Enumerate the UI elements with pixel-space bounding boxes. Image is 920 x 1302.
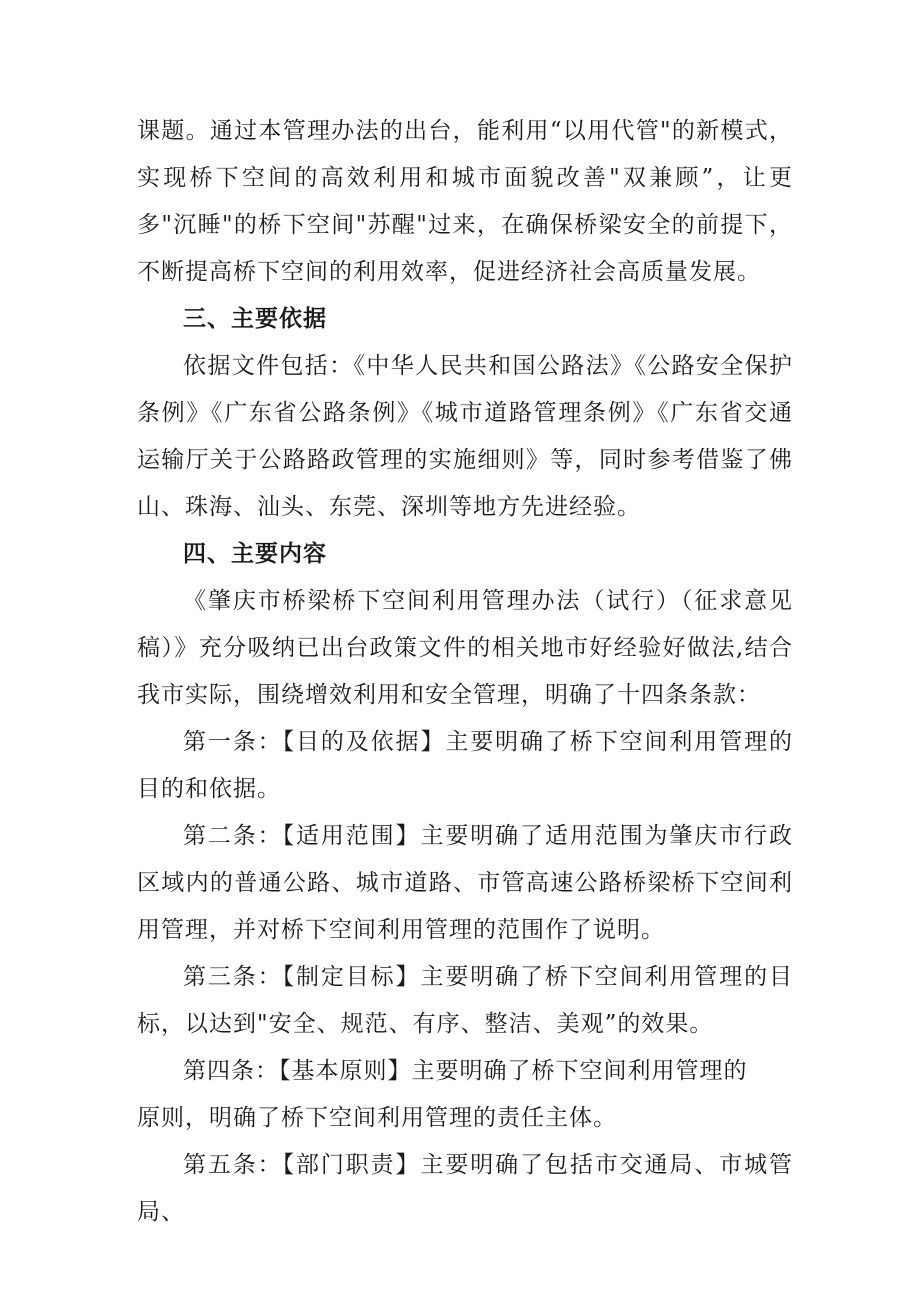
- article-3: 第三条：【制定目标】主要明确了桥下空间利用管理的目标，以达到"安全、规范、有序、整洁、美观”的效果。: [137, 964, 793, 1037]
- article-4-line-2: 原则，明确了桥下空间利用管理的责任主体。: [137, 1105, 617, 1131]
- paragraph-basis: 依据文件包括：《中华人民共和国公路法》《公路安全保护条例》《广东省公路条例》《城市道路管理条例》《广东省交通运输厅关于公路路政管理的实施细则》等，同时参考借鉴了佛山、珠海、汕头、东莞、深圳等地方先进经验。: [137, 353, 793, 520]
- paragraph-intro-continued: 课题。通过本管理办法的出台，能利用“以用代管"的新模式，实现桥下空间的高效利用和城市面貌改善"双兼顾”，让更多"沉睡"的桥下空间"苏醒"过来，在确保桥梁安全的前提下，不断提高桥下空间的利用效率，促进经济社会高质量发展。: [137, 118, 793, 285]
- article-2: 第二条：【适用范围】主要明确了适用范围为肇庆市行政区域内的普通公路、城市道路、市管高速公路桥梁桥下空间利用管理，并对桥下空间利用管理的范围作了说明。: [137, 823, 793, 943]
- section-heading-content: 四、主要内容: [183, 541, 327, 567]
- article-1: 第一条：【目的及依据】主要明确了桥下空间利用管理的目的和依据。: [137, 729, 793, 802]
- article-4-line-1: 第四条：【基本原则】主要明确了桥下空间利用管理的: [183, 1058, 748, 1084]
- section-heading-basis: 三、主要依据: [183, 306, 327, 332]
- article-5: 第五条：【部门职责】主要明确了包括市交通局、市城管局、: [137, 1152, 793, 1225]
- document-body: [137, 108, 793, 1236]
- paragraph-content-summary: 《肇庆市桥梁桥下空间利用管理办法（试行）（征求意见稿）》充分吸纳已出台政策文件的相关地市好经验好做法,结合我市实际，围绕增效利用和安全管理，明确了十四条条款：: [137, 588, 793, 708]
